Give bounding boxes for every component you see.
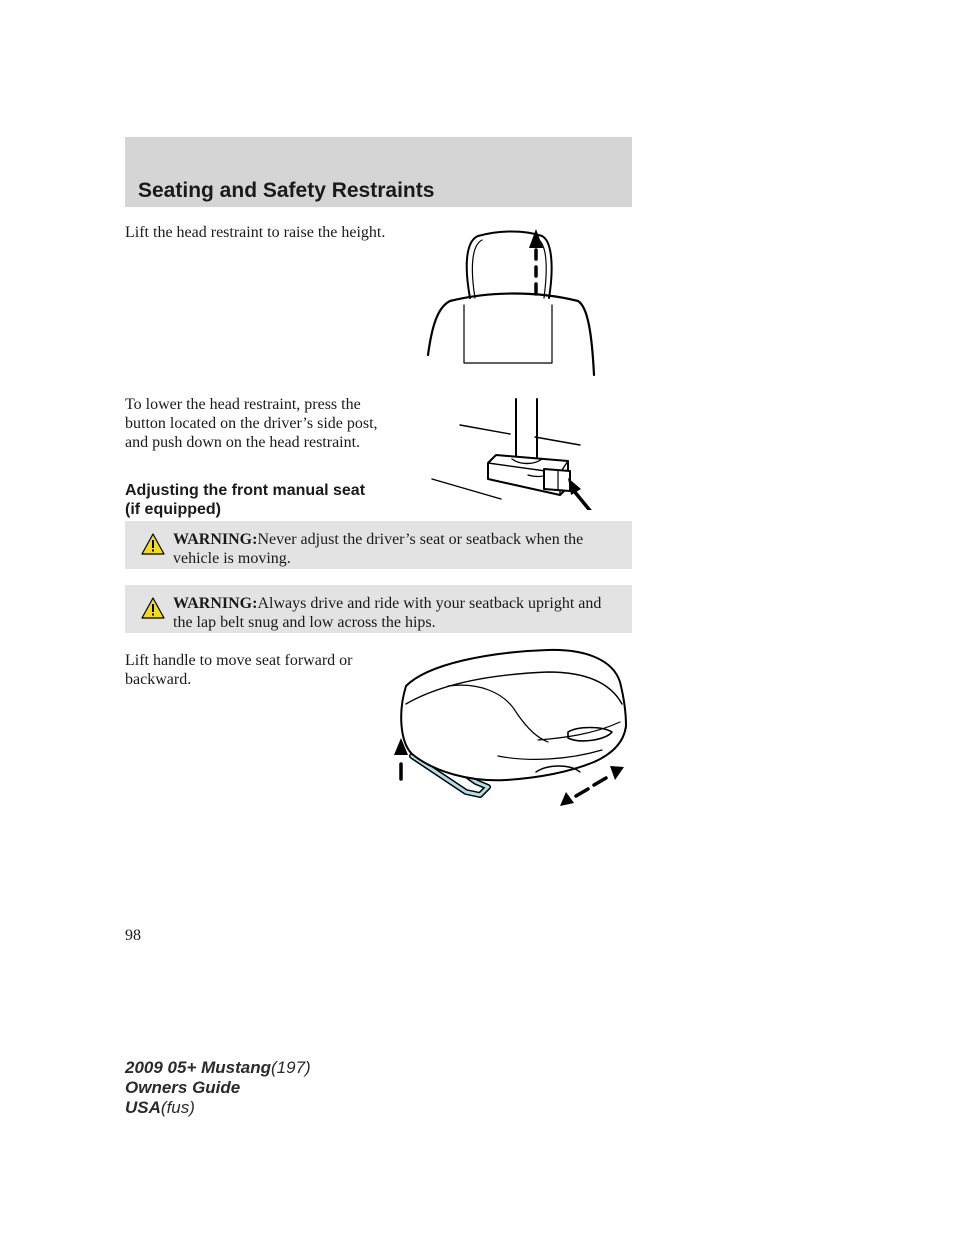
head-restraint-button-illustration bbox=[428, 395, 603, 510]
head-restraint-raise-illustration bbox=[420, 225, 610, 380]
manual-seat-adjust-illustration bbox=[388, 642, 633, 827]
warning-message: Always drive and ride with your seatback upright and the lap belt snug and low across the hips. bbox=[173, 595, 602, 631]
warning-triangle-icon bbox=[141, 533, 165, 555]
warning-message: Never adjust the driver’s seat or seatback when the vehicle is moving. bbox=[173, 531, 584, 567]
warning-text bbox=[173, 594, 619, 632]
warning-label: WARNING: bbox=[173, 531, 258, 548]
section-header-band bbox=[125, 137, 632, 207]
warning-box-seat-adjust bbox=[125, 521, 632, 569]
document-footer: 2009 05+ Mustang(197) Owners Guide USA(fus) bbox=[125, 1058, 311, 1117]
page-number: 98 bbox=[125, 927, 141, 944]
warning-box-seatback-upright bbox=[125, 585, 632, 633]
section-title: Seating and Safety Restraints bbox=[138, 179, 435, 202]
warning-label: WARNING: bbox=[173, 595, 258, 612]
seat-move-text: Lift handle to move seat forward or backward. bbox=[125, 652, 353, 688]
warning-triangle-icon bbox=[141, 597, 165, 619]
warning-text bbox=[173, 530, 619, 568]
raise-head-restraint-text: Lift the head restraint to raise the height. bbox=[125, 224, 386, 241]
lower-head-restraint-text: To lower the head restraint, press the button located on the driver’s side post, and push down on the head restraint. bbox=[125, 396, 378, 451]
front-manual-seat-heading: Adjusting the front manual seat (if equipped) bbox=[125, 482, 366, 518]
